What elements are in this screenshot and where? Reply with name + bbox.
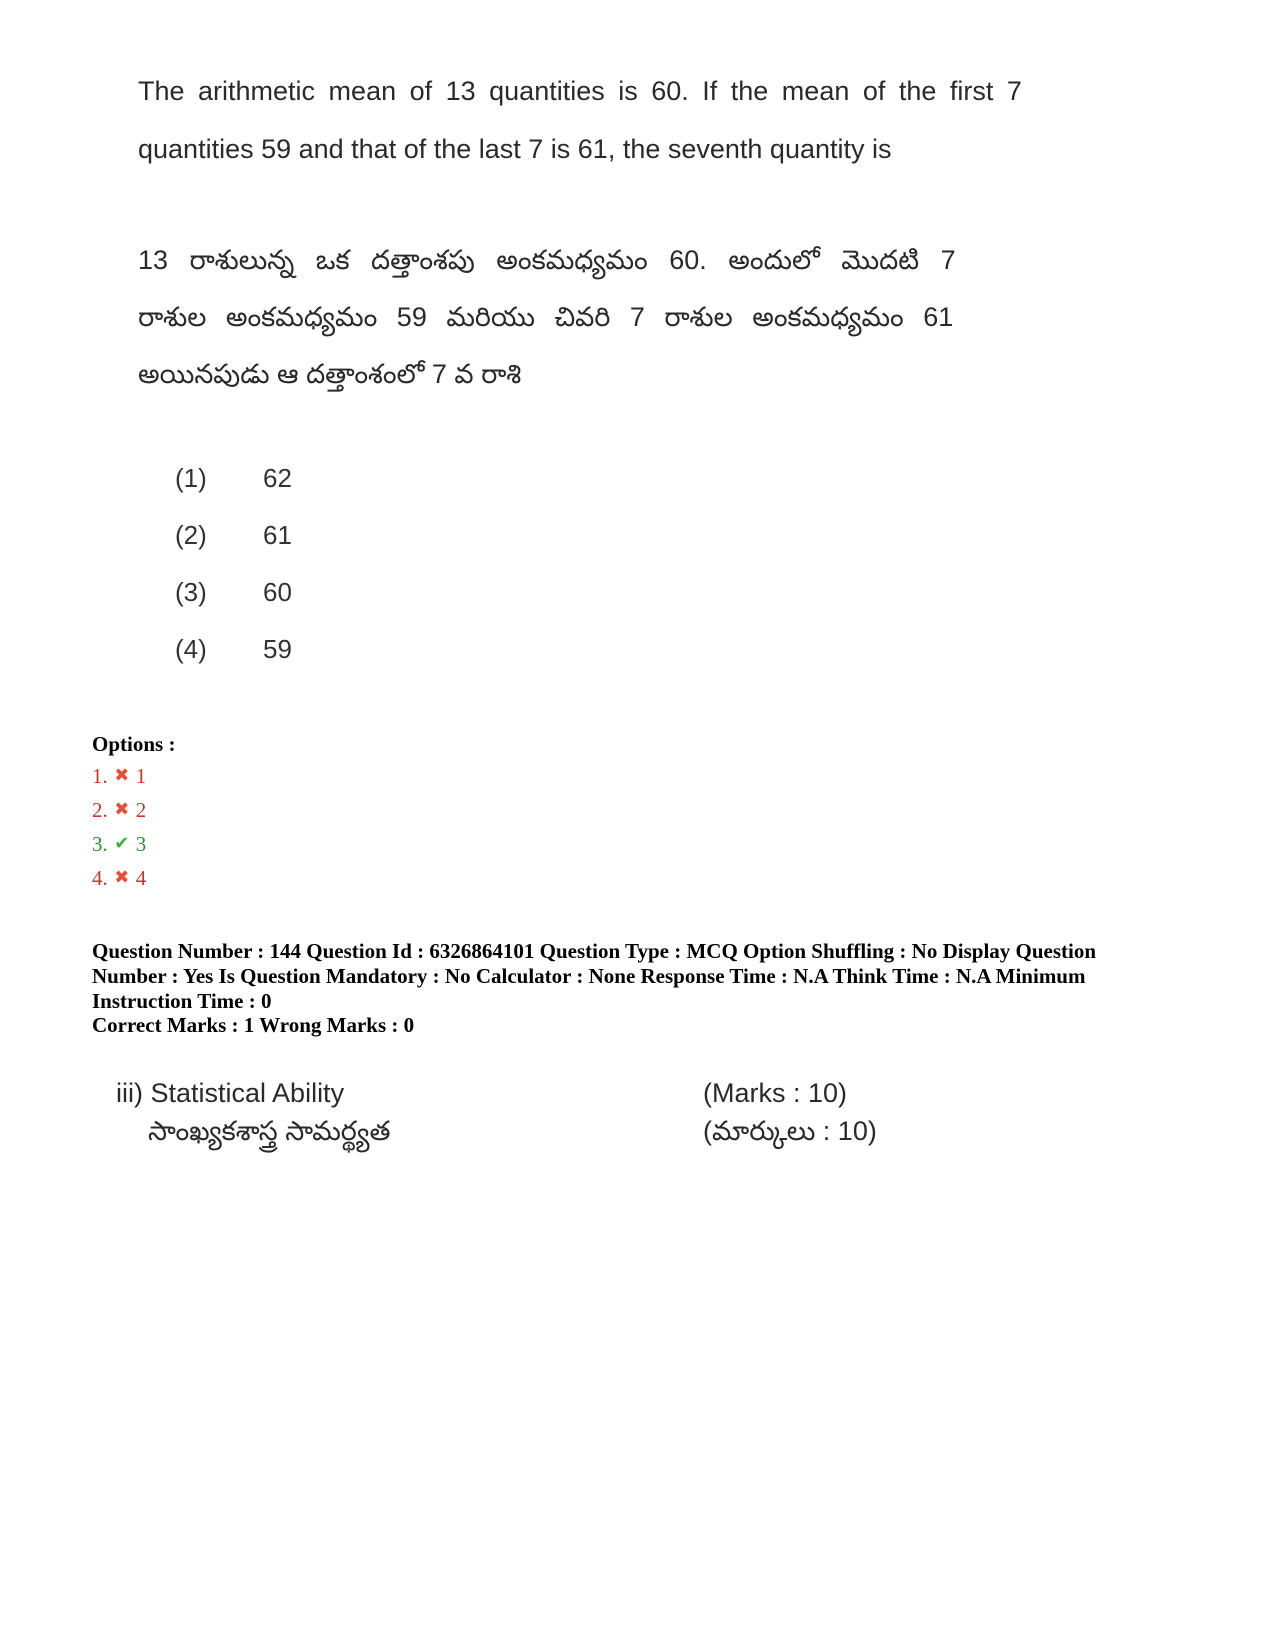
section-title-english: iii) Statistical Ability <box>116 1078 345 1108</box>
section-marks <box>703 1074 877 1150</box>
cross-icon: ✖ <box>114 799 130 819</box>
section-title <box>116 1074 391 1150</box>
choice-number: (3) <box>175 577 207 607</box>
metadata-line: Instruction Time : 0 <box>92 989 272 1013</box>
question-telugu-line: అయినపుడు ఆ దత్తాంశంలో 7 వ రాశి <box>138 359 522 389</box>
question-english-line: The arithmetic mean of 13 quantities is 60. If the mean of the first 7 <box>138 76 1022 106</box>
option-index: 2. <box>92 798 108 822</box>
option-item <box>92 798 146 832</box>
choice-value: 59 <box>263 634 292 664</box>
choice-value: 61 <box>263 520 292 550</box>
choice-value: 62 <box>263 463 292 493</box>
option-label: 1 <box>135 764 147 788</box>
question-telugu-line: 13 రాశులున్న ఒక దత్తాంశపు అంకమధ్యమం 60. అందులో మొదటి 7 <box>138 245 956 275</box>
choice-number: (2) <box>175 520 207 550</box>
question-telugu-line: రాశుల అంకమధ్యమం 59 మరియు చివరి 7 రాశుల అంకమధ్యమం 61 <box>138 302 954 332</box>
option-label: 4 <box>135 866 147 890</box>
question-english-line: quantities 59 and that of the last 7 is 61, the seventh quantity is <box>138 134 892 164</box>
section-marks-telugu: (మార్కులు : 10) <box>703 1116 877 1146</box>
option-item <box>92 832 146 866</box>
check-icon: ✔ <box>114 833 130 853</box>
option-item <box>92 764 146 798</box>
options-list <box>92 764 146 900</box>
question-telugu <box>138 232 1098 403</box>
choice-number: (4) <box>175 634 207 664</box>
question-english <box>138 62 1098 178</box>
cross-icon: ✖ <box>114 867 130 887</box>
option-index: 4. <box>92 866 108 890</box>
options-title: Options : <box>92 732 176 756</box>
option-item <box>92 866 146 900</box>
section-title-telugu: సాంఖ్యకశాస్త్ర సామర్థ్యత <box>148 1116 391 1146</box>
section-marks-english: (Marks : 10) <box>703 1078 848 1108</box>
metadata-line: Question Number : 144 Question Id : 6326864101 Question Type : MCQ Option Shuffling : No Display Question <box>92 939 1097 963</box>
marks-info: Correct Marks : 1 Wrong Marks : 0 <box>92 1013 415 1037</box>
option-index: 1. <box>92 764 108 788</box>
cross-icon: ✖ <box>114 765 130 785</box>
choice-value: 60 <box>263 577 292 607</box>
choice-number: (1) <box>175 463 207 493</box>
option-label: 2 <box>135 798 147 822</box>
option-label: 3 <box>135 832 147 856</box>
question-metadata <box>92 939 1192 1014</box>
option-index: 3. <box>92 832 108 856</box>
metadata-line: Number : Yes Is Question Mandatory : No Calculator : None Response Time : N.A Think Time : N.A Minimum <box>92 964 1086 988</box>
